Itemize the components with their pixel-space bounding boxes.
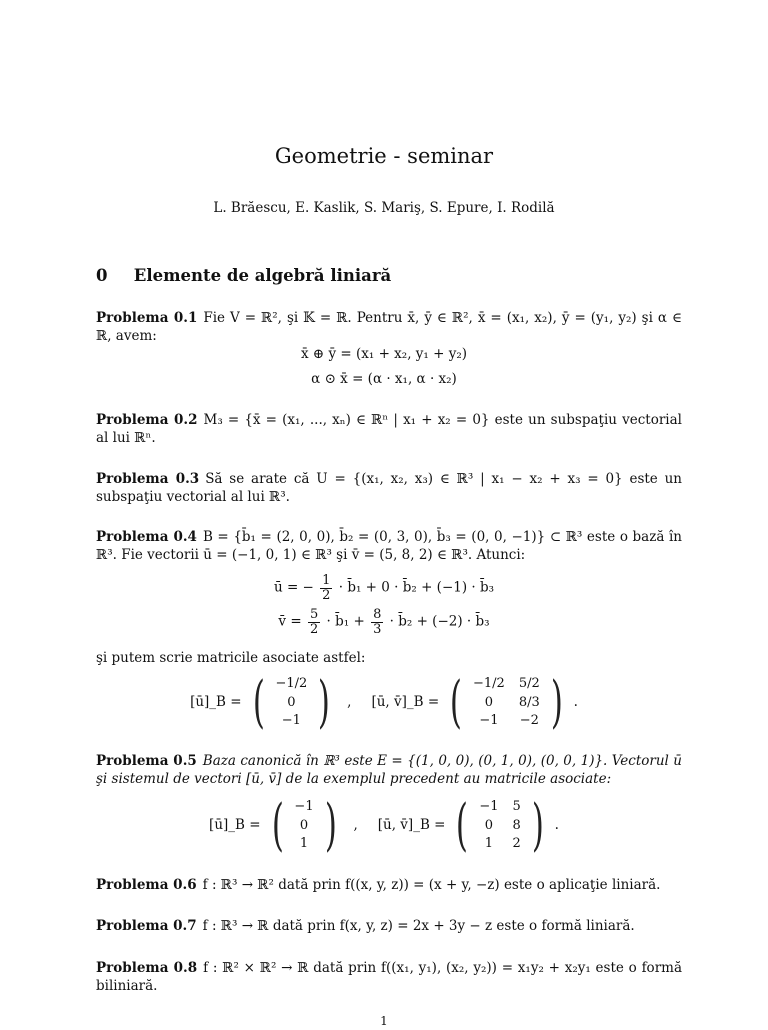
matrix-cell: −1 bbox=[479, 713, 499, 729]
left-paren: ( bbox=[450, 670, 463, 735]
problem-label: Problema 0.5 bbox=[96, 753, 197, 769]
section-heading bbox=[96, 265, 391, 286]
matrix-cell: 1 bbox=[299, 836, 309, 852]
problem-text: Baza canonică în ℝ³ este E = {(1, 0, 0), (0, 1, 0), (0, 0, 1)}. Vectorul ū şi sistemul de vectori [ū, v̄] de la exemplul precedent au matricile asociate: bbox=[96, 753, 682, 787]
matrix-cell: −1 bbox=[479, 798, 499, 814]
matrix-cell: −1/2 bbox=[275, 675, 308, 691]
matrices-p4 bbox=[0, 672, 768, 734]
problem-text: f : ℝ² × ℝ² → ℝ dată prin f((x₁, y₁), (x₂, y₂)) = x₁y₂ + x₂y₁ este o formă biliniară. bbox=[96, 960, 682, 994]
matrix-u bbox=[294, 799, 313, 854]
matrix-cell: −2 bbox=[519, 713, 539, 729]
matrix-cell: 8/3 bbox=[518, 694, 540, 710]
section-number: 0 bbox=[96, 266, 108, 285]
denominator: 2 bbox=[309, 621, 319, 637]
numerator: 5 bbox=[309, 607, 319, 622]
period: . bbox=[573, 694, 578, 711]
eq-text: · b̄₂ + (−2) · b̄₃ bbox=[389, 613, 490, 630]
problem-0-1 bbox=[96, 310, 682, 345]
equation-p4-v bbox=[0, 608, 768, 636]
problem-label: Problema 0.6 bbox=[96, 877, 197, 893]
matrix-cell: −1/2 bbox=[473, 675, 505, 691]
matrix-cell: 5 bbox=[512, 798, 521, 814]
problem-label: Problema 0.8 bbox=[96, 960, 198, 976]
eq-text: ū = − bbox=[273, 579, 314, 596]
equation-p4-u bbox=[0, 574, 768, 602]
problem-text: f : ℝ³ → ℝ² dată prin f((x, y, z)) = (x + y, −z) este o aplicaţie liniară. bbox=[202, 877, 661, 893]
left-paren: ( bbox=[456, 793, 469, 858]
numerator: 1 bbox=[322, 573, 331, 588]
problem-text: B = {b̄₁ = (2, 0, 0), b̄₂ = (0, 3, 0), b̄₃ = (0, 0, −1)} ⊂ ℝ³ este o bază în ℝ³. Fie vectorii ū = (−1, 0, 1) ∈ ℝ³ şi v̄ = (5, 8, 2) ∈ ℝ³. Atunci: bbox=[96, 529, 682, 563]
problem-text: Fie V = ℝ², şi 𝕂 = ℝ. Pentru x̄, ȳ ∈ ℝ², x̄ = (x₁, x₂), ȳ = (y₁, y₂) şi α ∈ ℝ, avem: bbox=[96, 310, 682, 344]
matrix-label: [ū]_B = bbox=[209, 817, 261, 834]
problem-0-4 bbox=[96, 529, 682, 564]
right-paren: ) bbox=[531, 793, 544, 858]
fraction bbox=[308, 608, 320, 636]
matrix-cell: 8 bbox=[512, 817, 521, 833]
matrix-cell: 1 bbox=[484, 836, 494, 852]
problem-0-7 bbox=[96, 918, 682, 936]
equation-p1-2: α ⊙ x̄ = (α · x₁, α · x₂) bbox=[311, 371, 457, 387]
denominator: 3 bbox=[373, 621, 382, 637]
problem-label: Problema 0.1 bbox=[96, 310, 198, 326]
fraction bbox=[371, 608, 383, 636]
comma: , bbox=[353, 817, 358, 834]
authors: L. Brăescu, E. Kaslik, S. Mariş, S. Epure, I. Rodilă bbox=[213, 200, 555, 216]
eq-text: v̄ = bbox=[278, 613, 302, 630]
problem-0-6 bbox=[96, 877, 682, 895]
problem-0-4-continuation: şi putem scrie matricile asociate astfel: bbox=[96, 650, 366, 666]
matrix-cell: 0 bbox=[484, 817, 494, 833]
problem-label: Problema 0.7 bbox=[96, 918, 197, 934]
section-title: Elemente de algebră liniară bbox=[133, 266, 392, 285]
equation-p1-1: x̄ ⊕ ȳ = (x₁ + x₂, y₁ + y₂) bbox=[300, 346, 468, 362]
right-paren: ) bbox=[324, 793, 337, 858]
matrix-u bbox=[275, 676, 307, 731]
problem-0-3 bbox=[96, 471, 682, 506]
matrix-cell: −1 bbox=[281, 713, 301, 729]
problem-text: f : ℝ³ → ℝ dată prin f(x, y, z) = 2x + 3y − z este o formă liniară. bbox=[202, 918, 635, 934]
problem-0-2 bbox=[96, 412, 682, 447]
eq-text: · b̄₁ + bbox=[326, 613, 365, 630]
matrix-cell: −1 bbox=[294, 798, 314, 814]
eq-text: · b̄₁ + 0 · b̄₂ + (−1) · b̄₃ bbox=[338, 579, 495, 596]
matrix-cell: 5/2 bbox=[518, 675, 540, 691]
problem-text: Să se arate că U = {(x₁, x₂, x₃) ∈ ℝ³ | x₁ − x₂ + x₃ = 0} este un subspaţiu vectorial al lui ℝ³. bbox=[96, 471, 682, 505]
matrix-cell: 0 bbox=[287, 694, 296, 710]
matrix-uv bbox=[479, 799, 520, 854]
matrices-p5 bbox=[0, 795, 768, 857]
matrix-label: [ū, v̄]_B = bbox=[371, 694, 440, 711]
problem-text: M₃ = {x̄ = (x₁, ..., xₙ) ∈ ℝⁿ | x₁ + x₂ = 0} este un subspaţiu vectorial al lui ℝⁿ. bbox=[96, 412, 682, 446]
right-paren: ) bbox=[550, 670, 563, 735]
left-paren: ( bbox=[271, 793, 284, 858]
matrix-cell: 0 bbox=[299, 817, 309, 833]
page-number: 1 bbox=[380, 1014, 388, 1028]
problem-label: Problema 0.3 bbox=[96, 471, 200, 487]
matrix-cell: 0 bbox=[484, 694, 494, 710]
problem-label: Problema 0.2 bbox=[96, 412, 198, 428]
comma: , bbox=[347, 694, 352, 711]
matrix-uv bbox=[473, 676, 540, 731]
matrix-label: [ū]_B = bbox=[190, 694, 242, 711]
period: . bbox=[554, 817, 559, 834]
denominator: 2 bbox=[322, 587, 331, 603]
matrix-label: [ū, v̄]_B = bbox=[377, 817, 446, 834]
numerator: 8 bbox=[373, 607, 382, 622]
problem-0-8 bbox=[96, 960, 682, 995]
left-paren: ( bbox=[252, 670, 265, 735]
fraction bbox=[320, 574, 332, 602]
matrix-cell: 2 bbox=[512, 836, 521, 852]
problem-0-5 bbox=[96, 753, 682, 788]
problem-label: Problema 0.4 bbox=[96, 529, 197, 545]
right-paren: ) bbox=[318, 670, 331, 735]
page-title: Geometrie - seminar bbox=[274, 144, 494, 168]
